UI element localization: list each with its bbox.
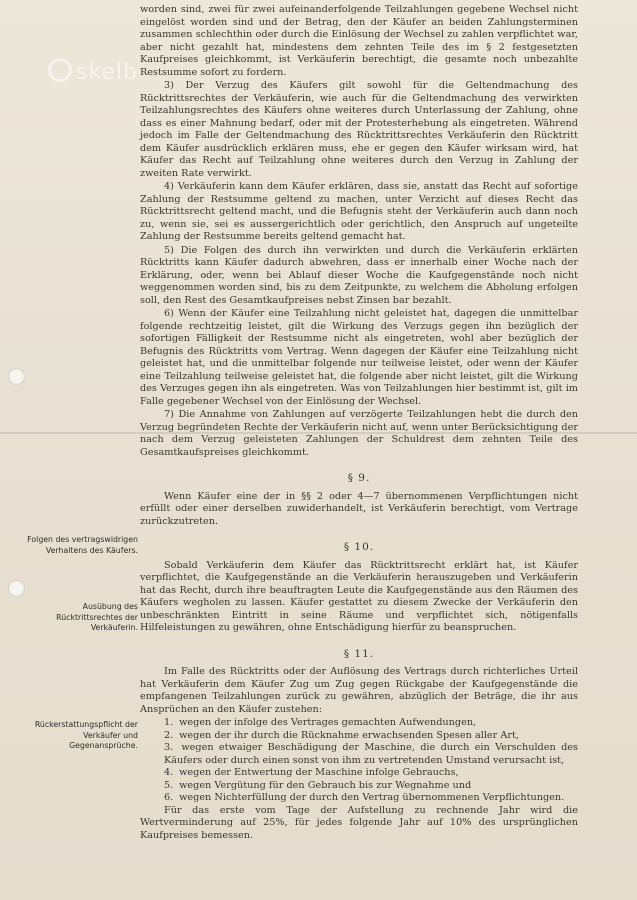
paragraph: 4) Verkäuferin kann dem Käufer erklären, dass sie, anstatt das Recht auf sofortige Zahlung der Restsumme geltend zu machen, unter Verzicht auf dieses Recht das Rücktrittsrecht geltend macht, und die Befugnis steht der Verkäuferin auch dann noch zu, wenn sie, sei es aussergerichtlich oder gerichtlich, den Anspruch auf ungeteilte Zahlung der Restsumme bereits geltend gemacht hat. xyxy=(140,181,578,242)
document-body xyxy=(140,4,578,843)
paragraph: worden sind, zwei für zwei aufeinanderfolgende Teilzahlungen gegebene Wechsel nicht eingelöst worden sind und der Betrag, den der Käufer an beiden Zahlungsterminen zusammen schlechthin oder durch die Einlösung der Wechsel zu zahlen verpflichtet war, aber nicht gezahlt hat, mindestens dem zehnten Teile des im § 2 festgesetzten Kaufpreises gleichkommt, ist Verkäuferin berechtigt, die gesamte noch unbezahlte Restsumme sofort zu fordern. xyxy=(140,4,578,78)
section-heading-11: § 11. xyxy=(343,647,375,660)
paragraph: 5) Die Folgen des durch ihn verwirkten und durch die Verkäuferin erklärten Rücktritts kann Käufer dadurch abwehren, dass er innerhalb einer Woche nach der Erklärung, oder, wenn bei Ablauf dieser Woche die Kaufgegenstände noch nicht weggenommen worden sind, bis zu dem Zeitpunkte, zu welchem die Abholung erfolgen soll, den Rest des Gesamtkaufpreises nebst Zinsen bar bezahlt. xyxy=(140,244,578,306)
section-heading-9: § 9. xyxy=(347,472,371,484)
paragraph: 6) Wenn der Käufer eine Teilzahlung nicht geleistet hat, dagegen die unmittelbar folgende rechtzeitig leistet, gilt die Wirkung des Verzugs gegen ihn bezüglich der sofortigen Fälligkeit der Restsumme nicht als eingetreten, wohl aber bezüglich der Befugnis des Rücktritts vom Vertrag. Wenn dagegen der Käufer eine Teilzahlung nicht geleistet hat, und die unmittelbar folgende nur teilweise leistet, oder wenn der Käufer eine Teilzahlung teilweise geleistet hat, die folgende aber nicht leistet, gilt die Wirkung des Verzuges gegen ihn als eingetreten. Was von Teilzahlungen hier bestimmt ist, gilt im Falle gegebener Wechsel von der Einlösung der Wechsel. xyxy=(140,308,578,407)
margin-note-11: Rückerstattungspflicht der Verkäufer und Gegenansprüche. xyxy=(34,720,138,750)
section-heading-10: § 10. xyxy=(343,541,375,553)
watermark: skelb xyxy=(48,58,138,85)
paragraph: 3) Der Verzug des Käufers gilt sowohl für die Geltendmachung des Rücktrittsrechtes der Verkäuferin, wie auch für die Geltendmachung des verwirkten Teilzahlungsrechtes des Käufers ohne weiteres durch Unterlassung der Zahlung, ohne dass es einer Mahnung bedarf, oder mit der Protesterhebung als eingetreten. Während jedoch im Falle der Geltendmachung des Rücktrittsrechtes Verkäuferin den Rücktritt dem Käufer ausdrücklich erklären muss, ehe er gegen den Käufer wirksam wird, hat Käufer das Recht auf Teilzahlung ohne weiteres durch den Verzug in Zahlung der zweiten Rate verwirkt. xyxy=(140,80,578,179)
claims-list xyxy=(140,717,578,805)
margin-note-10: Ausübung des Rücktrittsrechtes der Verkäuferin. xyxy=(56,602,138,632)
punch-hole-top xyxy=(8,368,25,385)
list-item: 5. wegen Vergütung für den Gebrauch bis zur Wegnahme und xyxy=(164,779,472,791)
list-item: 4. wegen der Entwertung der Maschine infolge Gebrauchs, xyxy=(164,767,459,778)
list-item: 3. wegen etwaiger Beschädigung der Maschine, die durch ein Verschulden des Käufers oder durch einen sonst von ihm zu vertretenden Umstand verursacht ist, xyxy=(164,742,578,766)
punch-hole-bottom xyxy=(8,580,25,597)
list-item: 6. wegen Nichterfüllung der durch den Vertrag übernommenen Verpflichtungen. xyxy=(164,792,565,803)
watermark-logo-icon xyxy=(48,58,72,82)
list-item: 2. wegen der ihr durch die Rücknahme erwachsenden Spesen aller Art, xyxy=(164,729,519,741)
paragraph: 7) Die Annahme von Zahlungen auf verzögerte Teilzahlungen hebt die durch den Verzug begründeten Rechte der Verkäuferin nicht auf, wenn unter Berücksichtigung der nach dem Verzug geleisteten Zahlungen der Schuldrest dem zehnten Teile des Gesamtkaufspreises gleichkommt. xyxy=(140,409,578,458)
section-text-11: Im Falle des Rücktritts oder der Auflösung des Vertrags durch richterliches Urteil hat Verkäuferin dem Käufer Zug um Zug gegen Rückgabe der Kaufgegenstände die empfangenen Teilzahlungen zurück zu gewähren, abzüglich der Beträge, die ihr aus Ansprüchen an den Käufer zustehen: xyxy=(140,666,578,715)
list-item: 1. wegen der infolge des Vertrages gemachten Aufwendungen, xyxy=(164,717,477,728)
section-tail-11: Für das erste vom Tage der Aufstellung zu rechnende Jahr wird die Wertverminderung auf 25%, für jedes folgende Jahr auf 10% des ursprünglichen Kaufpreises bemessen. xyxy=(140,804,578,841)
section-text-9: Wenn Käufer eine der in §§ 2 oder 4—7 übernommenen Verpflichtungen nicht erfüllt oder einer derselben zuwiderhandelt, ist Verkäuferin berechtigt, vom Vertrage zurückzutreten. xyxy=(140,490,578,527)
margin-note-9: Folgen des vertragswidrigen Verhaltens des Käufers. xyxy=(27,535,138,555)
section-text-10: Sobald Verkäuferin dem Käufer das Rücktrittsrecht erklärt hat, ist Käufer verpflichtet, die Kaufgegenstände an die Verkäuferin herauszugeben und Verkäuferin hat das Recht, durch ihre beauftragten Leute die Kaufgegenstände aus den Räumen des Käufers wegholen zu lassen. Käufer gestattet zu diesem Zwecke der Verkäuferin den unbeschränkten Eintritt in seine Räume und verpflichtet sich, nötigenfalls Hilfeleistungen zu gewähren, ohne Entschädigung hierfür zu beanspruchen. xyxy=(140,559,578,633)
